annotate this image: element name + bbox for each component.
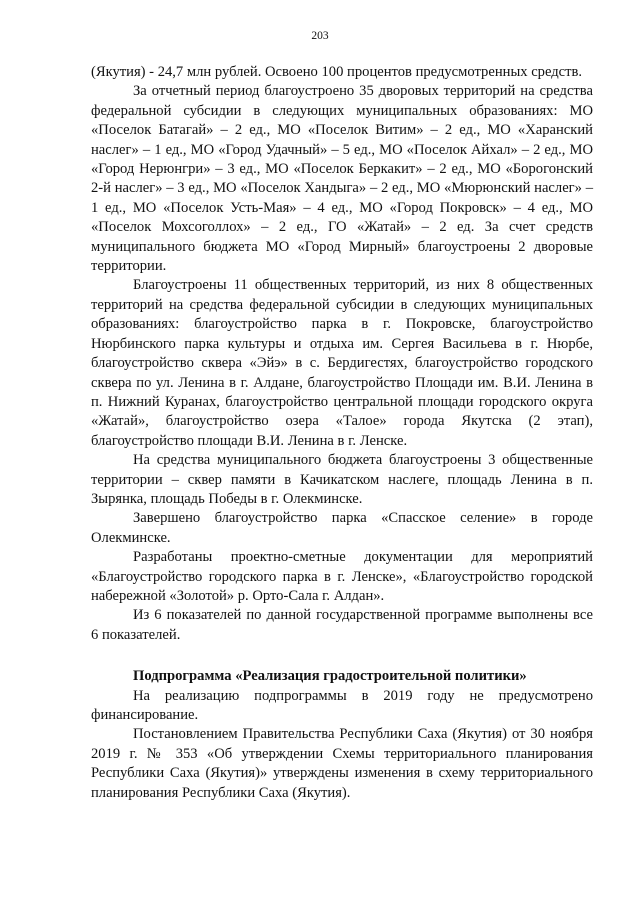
paragraph-design-documentation: Разработаны проектно-сметные документации для мероприятий «Благоустройство городского парка в г. Ленске», «Благоустройство городской набережной «Золотой» р. Орто-Сала г. Алдан». xyxy=(91,549,593,604)
paragraph-funding-continuation: (Якутия) - 24,7 млн рублей. Освоено 100 процентов предусмотренных средств. xyxy=(91,64,583,80)
page-body xyxy=(91,63,593,803)
section-spacer xyxy=(91,645,593,667)
page-number: 203 xyxy=(311,30,329,42)
paragraph-subprogram-funding: На реализацию подпрограммы в 2019 году не предусмотрено финансирование. xyxy=(91,687,593,723)
paragraph-public-territories: Благоустроены 11 общественных территорий, из них 8 общественных территорий на средства федеральной субсидии в следующих муниципальных образованиях: благоустройство парка в г. Покровске, благоустройство Нюрбинского парка культуры и отдыха им. Сергея Васильева в г. Нюрбе, благоустройство сквера «Эйэ» в с. Бердигестях, благоустройство городского сквера по ул. Ленина в г. Алдане, благоустройство Площади им. В.И. Ленина в п. Нижний Куранах, благоустройство центральной площади городского округа «Жатай», благоустройство озера «Талое» города Якутска (2 этап), благоустройство площади В.И. Ленина в г. Ленске. xyxy=(91,277,593,449)
paragraph-courtyards: За отчетный период благоустроено 35 дворовых территорий на средства федеральной субсидии в следующих муниципальных образованиях: МО «Поселок Батагай» – 2 ед., МО «Поселок Витим» – 2 ед., МО «Харанский наслег» – 1 ед., МО «Город Удачный» – 5 ед., МО «Поселок Айхал» – 2 ед., МО «Город Нерюнгри» – 3 ед., МО «Поселок Беркакит» – 2 ед., МО «Борогонский 2-й наслег» – 3 ед., МО «Поселок Хандыга» – 2 ед., МО «Мюрюнский наслег» – 1 ед., МО «Поселок Усть-Мая» – 4 ед., МО «Город Покровск» – 4 ед., МО «Поселок Мохсоголлох» – 2 ед., ГО «Жатай» – 2 ед. За счет средств муниципального бюджета МО «Город Мирный» благоустроены 2 дворовые территории. xyxy=(91,83,593,275)
paragraph-government-resolution: Постановлением Правительства Республики Саха (Якутия) от 30 ноября 2019 г. № 353 «Об утверждении Схемы территориального планирования Республики Саха (Якутия)» утверждены изменения в схему территориального планирования Республики Саха (Якутия). xyxy=(91,726,593,801)
paragraph-indicators: Из 6 показателей по данной государственной программе выполнены все 6 показателей. xyxy=(91,607,593,643)
subprogram-heading: Подпрограмма «Реализация градостроительной политики» xyxy=(133,668,527,685)
paragraph-municipal-budget: На средства муниципального бюджета благоустроены 3 общественные территории – сквер памяти в Качикатском наслеге, площадь Ленина в п. Зырянка, площадь Победы в г. Олекминске. xyxy=(91,452,593,507)
paragraph-park-completed: Завершено благоустройство парка «Спасское селение» в городе Олекминске. xyxy=(91,510,593,546)
